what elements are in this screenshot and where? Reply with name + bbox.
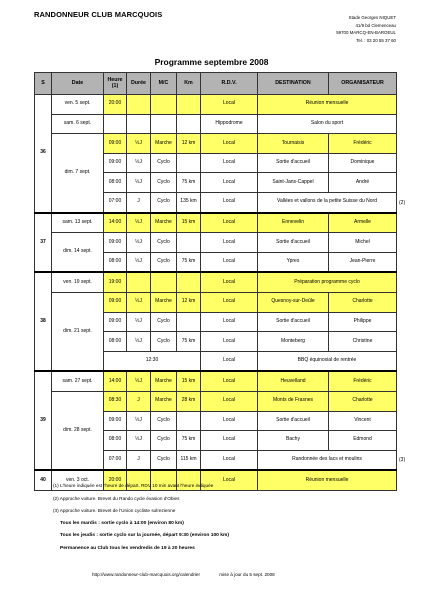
meeting-point-cell: Local	[201, 95, 258, 115]
activity-type-cell: Cyclo	[151, 312, 177, 332]
duration-cell: ½J	[127, 213, 151, 233]
time-cell: 09:00	[104, 134, 127, 154]
time-cell: 07:00	[104, 450, 127, 470]
distance-cell: 12 km	[177, 292, 201, 312]
duration-cell: ½J	[127, 332, 151, 352]
destination-cell: Bachy	[258, 431, 329, 451]
date-cell: dim. 7 sept.	[52, 134, 104, 213]
meeting-point-cell: Local	[201, 470, 258, 490]
column-header: M/C	[151, 73, 177, 95]
distance-cell	[177, 114, 201, 134]
distance-cell: 135 km	[177, 192, 201, 212]
destination-cell: Saint-Jans-Cappel	[258, 173, 329, 193]
time-cell: 07:00	[104, 192, 127, 212]
week-number-cell: 40	[35, 470, 52, 490]
duration-cell: ½J	[127, 411, 151, 431]
meeting-point-cell: Hippodrome	[201, 114, 258, 134]
time-cell: 14:00	[104, 371, 127, 391]
time-cell: 08:00	[104, 431, 127, 451]
duration-cell: ½J	[127, 233, 151, 253]
address-line: Tel. : 03 20 55 37 60	[356, 37, 396, 43]
distance-cell	[177, 272, 201, 292]
distance-cell: 15 km	[177, 213, 201, 233]
table-row	[35, 391, 397, 411]
event-cell: Vallées et vallons de la petite Suisse du Nord	[258, 192, 397, 212]
table-row	[35, 95, 397, 115]
column-header: Heure (1)	[104, 73, 127, 95]
activity-type-cell: Marche	[151, 391, 177, 411]
time-cell: 19:00	[104, 272, 127, 292]
calendar-link[interactable]: http://www.randonneur-club-marcquois.org/calendrier	[92, 572, 201, 577]
meeting-point-cell: Local	[201, 332, 258, 352]
week-number-cell: 36	[35, 95, 52, 213]
duration-cell: ½J	[127, 134, 151, 154]
activity-type-cell: Cyclo	[151, 431, 177, 451]
destination-cell: Monts de Frasnes	[258, 391, 329, 411]
destination-cell: Sortie d'accueil	[258, 411, 329, 431]
activity-type-cell: Cyclo	[151, 192, 177, 212]
organizer-cell: Charlotte	[329, 391, 397, 411]
destination-cell: Tournaisis	[258, 134, 329, 154]
date-cell: dim. 28 sept.	[52, 391, 104, 470]
table-row	[35, 213, 397, 233]
date-cell: ven. 19 sept.	[52, 272, 104, 292]
destination-cell: Ypres	[258, 252, 329, 272]
meeting-point-cell: Local	[201, 450, 258, 470]
destination-cell: Sortie d'accueil	[258, 233, 329, 253]
activity-type-cell: Cyclo	[151, 252, 177, 272]
time-cell: 09:00	[104, 312, 127, 332]
time-cell: 08:00	[104, 173, 127, 193]
destination-cell: Sortie d'accueil	[258, 153, 329, 173]
time-cell: 14:00	[104, 213, 127, 233]
organizer-cell: Edmond	[329, 431, 397, 451]
organizer-cell: Armelle	[329, 213, 397, 233]
bold-note: Tous les mardis : sortie cyclo à 14:00 (environ 80 km)	[60, 520, 184, 526]
note: (3) Approche voiture. Brevet de l'Union cycliste solrezienne	[53, 508, 176, 514]
date-cell: sam. 27 sept.	[52, 371, 104, 391]
column-header: S	[35, 73, 52, 95]
activity-type-cell: Cyclo	[151, 411, 177, 431]
activity-type-cell: Marche	[151, 213, 177, 233]
distance-cell: 75 km	[177, 173, 201, 193]
address-line: 59700 MARCQ-EN-BAROEUL	[336, 30, 396, 36]
table-row	[35, 233, 397, 253]
date-cell: sam. 13 sept.	[52, 213, 104, 233]
duration-cell: J	[127, 391, 151, 411]
meeting-point-cell: Local	[201, 153, 258, 173]
column-header: R.D.V.	[201, 73, 258, 95]
update-date: mise à jour du 5 sept. 2008	[219, 572, 275, 577]
note: (1) L'heure indiquée est l'heure de départ. RDV 10 min avant l'heure indiquée	[53, 483, 214, 488]
organizer-cell: Michel	[329, 233, 397, 253]
duration-cell: ½J	[127, 431, 151, 451]
table-row	[35, 134, 397, 154]
footer	[92, 572, 275, 577]
notes-section	[53, 480, 403, 556]
event-cell: Randonnée des lacs et moulins	[258, 450, 397, 470]
event-cell: Réunion mensuelle	[258, 470, 397, 490]
column-header: DESTINATION	[258, 73, 329, 95]
distance-cell	[177, 233, 201, 253]
row-side-note: (2)	[399, 199, 406, 206]
meeting-point-cell: Local	[201, 371, 258, 391]
meeting-point-cell: Local	[201, 213, 258, 233]
week-number-cell: 38	[35, 272, 52, 371]
distance-cell: 75 km	[177, 332, 201, 352]
time-cell: 12:30	[104, 351, 201, 371]
meeting-point-cell: Local	[201, 411, 258, 431]
organizer-cell: Christine	[329, 332, 397, 352]
duration-cell: ½J	[127, 292, 151, 312]
event-cell: Salon du sport	[258, 114, 397, 134]
activity-type-cell	[151, 95, 177, 115]
address-line: 41/9 bd Clemenceau	[355, 22, 396, 28]
organizer-cell: Frédéric	[329, 134, 397, 154]
event-cell: Réunion mensuelle	[258, 95, 397, 115]
distance-cell	[177, 153, 201, 173]
distance-cell: 15 km	[177, 371, 201, 391]
duration-cell	[127, 114, 151, 134]
program-title: Programme septembre 2008	[154, 57, 269, 67]
week-number-cell: 39	[35, 371, 52, 470]
column-header: Date	[52, 73, 104, 95]
distance-cell	[177, 411, 201, 431]
time-cell: 20:00	[104, 470, 127, 490]
organizer-cell: Jean-Pierre	[329, 252, 397, 272]
meeting-point-cell: Local	[201, 312, 258, 332]
week-number-cell: 37	[35, 213, 52, 273]
table-header-row	[35, 73, 397, 95]
activity-type-cell: Cyclo	[151, 233, 177, 253]
distance-cell: 28 km	[177, 391, 201, 411]
activity-type-cell: Cyclo	[151, 153, 177, 173]
table-row	[35, 272, 397, 292]
distance-cell: 75 km	[177, 431, 201, 451]
meeting-point-cell: Local	[201, 233, 258, 253]
activity-type-cell	[151, 114, 177, 134]
destination-cell: Heuvelland	[258, 371, 329, 391]
date-cell: dim. 21 sept.	[52, 292, 104, 371]
time-cell: 09:00	[104, 233, 127, 253]
meeting-point-cell: Local	[201, 173, 258, 193]
organizer-cell: Dominique	[329, 153, 397, 173]
organizer-cell: Frédéric	[329, 371, 397, 391]
column-header: ORGANISATEUR	[329, 73, 397, 95]
activity-type-cell: Marche	[151, 292, 177, 312]
distance-cell	[177, 95, 201, 115]
date-cell: ven. 3 oct.	[52, 470, 104, 490]
time-cell: 09:00	[104, 411, 127, 431]
duration-cell: J	[127, 192, 151, 212]
note: (2) Approche voiture. Brevet du Rando cycle évasion d'Obies	[53, 495, 180, 501]
activity-type-cell	[151, 272, 177, 292]
time-cell: 08:00	[104, 252, 127, 272]
duration-cell: ½J	[127, 153, 151, 173]
date-cell: ven. 5 sept.	[52, 95, 104, 115]
destination-cell: Monteberg	[258, 332, 329, 352]
time-cell: 09:00	[104, 292, 127, 312]
duration-cell: J	[127, 450, 151, 470]
activity-type-cell: Marche	[151, 134, 177, 154]
distance-cell: 75 km	[177, 252, 201, 272]
bold-note: Permanence au Club tous les vendredis de 19 à 20 heures	[60, 545, 195, 551]
meeting-point-cell: Local	[201, 272, 258, 292]
destination-cell: Sortie d'accueil	[258, 312, 329, 332]
meeting-point-cell: Local	[201, 134, 258, 154]
meeting-point-cell: Local	[201, 351, 258, 371]
table-row	[35, 114, 397, 134]
meeting-point-cell: Local	[201, 391, 258, 411]
bold-note: Tous les jeudis : sortie cyclo sur la journée, départ 9:30 (environ 100 km)	[60, 533, 229, 539]
activity-type-cell: Cyclo	[151, 173, 177, 193]
meeting-point-cell: Local	[201, 192, 258, 212]
duration-cell: ½J	[127, 252, 151, 272]
duration-cell: ½J	[127, 371, 151, 391]
column-header: Km	[177, 73, 201, 95]
time-cell: 08:30	[104, 391, 127, 411]
activity-type-cell: Marche	[151, 371, 177, 391]
table-row	[35, 371, 397, 391]
time-cell: 09:00	[104, 153, 127, 173]
meeting-point-cell: Local	[201, 431, 258, 451]
organizer-cell: Charlotte	[329, 292, 397, 312]
table-row	[35, 292, 397, 312]
row-side-note: (3)	[399, 457, 406, 464]
meeting-point-cell: Local	[201, 292, 258, 312]
activity-type-cell: Cyclo	[151, 332, 177, 352]
time-cell: 20:00	[104, 95, 127, 115]
destination-cell: Quesnoy-sur-Deûle	[258, 292, 329, 312]
address-line: Stade Georges NIQUET	[348, 15, 396, 20]
duration-cell: ½J	[127, 173, 151, 193]
time-cell: 08:00	[104, 332, 127, 352]
date-cell: sam. 6 sept.	[52, 114, 104, 134]
event-cell: Préparation programme cyclo	[258, 272, 397, 292]
column-header: Durée	[127, 73, 151, 95]
time-cell	[104, 114, 127, 134]
organizer-cell: Philippe	[329, 312, 397, 332]
meeting-point-cell: Local	[201, 252, 258, 272]
duration-cell	[127, 95, 151, 115]
schedule-body	[35, 95, 397, 491]
date-cell: dim. 14 sept.	[52, 233, 104, 273]
distance-cell: 115 km	[177, 450, 201, 470]
duration-cell	[127, 272, 151, 292]
activity-type-cell: Cyclo	[151, 450, 177, 470]
schedule-table	[34, 72, 397, 491]
club-address	[314, 14, 396, 44]
duration-cell: ½J	[127, 312, 151, 332]
organizer-cell: Vincent	[329, 411, 397, 431]
distance-cell	[177, 312, 201, 332]
event-cell: BBQ équinoxial de rentrée	[258, 351, 397, 371]
destination-cell: Ennevelin	[258, 213, 329, 233]
organizer-cell: André	[329, 173, 397, 193]
club-title: RANDONNEUR CLUB MARCQUOIS	[34, 10, 163, 19]
distance-cell: 12 km	[177, 134, 201, 154]
